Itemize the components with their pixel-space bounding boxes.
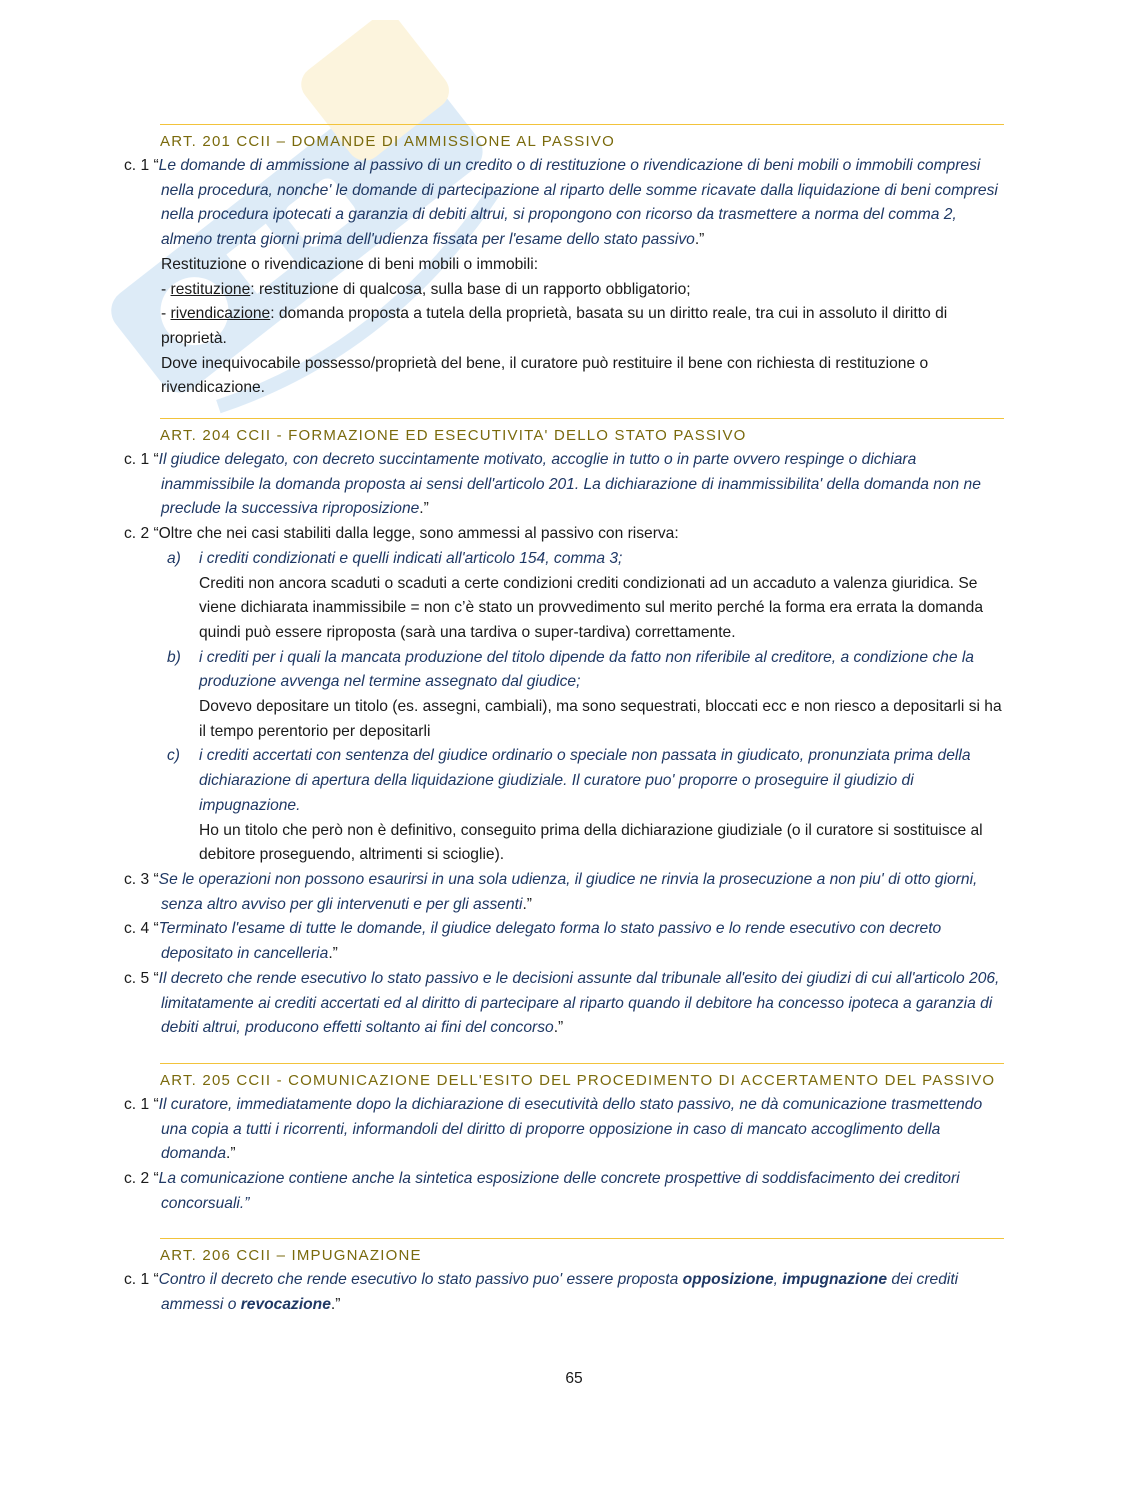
- art204-comma-4: c. 4 “Terminato l'esame di tutte le domande, il giudice delegato forma lo stato passivo e lo rende esecutivo con decreto depositato in cancelleria.”: [124, 920, 942, 963]
- art201-note-intro: Restituzione o rivendicazione di beni mobili o immobili:: [161, 255, 539, 273]
- list-item-a-note: Crediti non ancora scaduti o scaduti a certe condizioni crediti condizionati ad un accaduto a valenza giuridica. Se viene dichiarata inammissibile = non c’è stato un provvedimento sul merito perché la forma era errata la domanda quindi può essere riproposta (sarà una tardiva o super-tardiva) correttamente.: [199, 574, 983, 641]
- art204-comma-3: c. 3 “Se le operazioni non possono esaurirsi in una sola udienza, il giudice ne rinvia la prosecuzione a non piu' di otto giorni, senza altro avviso per gli intervenuti e per gli assenti.”: [124, 870, 978, 913]
- list-item-b-note: Dovevo depositare un titolo (es. assegni, cambiali), ma sono sequestrati, bloccati ecc e non riesco a depositarli si ha il tempo perentorio per depositarli: [199, 698, 1002, 740]
- heading-art-201: ART. 201 CCII – DOMANDE DI AMMISSIONE AL PASSIVO: [160, 124, 1004, 154]
- document-page: [124, 124, 1004, 1318]
- art201-note-end: Dove inequivocabile possesso/proprietà del bene, il curatore può restituire il bene con richiesta di restituzione o rivendicazione.: [161, 354, 929, 397]
- art201-note-rivendicazione: - rivendicazione: domanda proposta a tutela della proprietà, basata su un diritto reale, tra cui in assoluto il diritto di proprietà.: [161, 305, 948, 347]
- art204-comma-5: c. 5 “Il decreto che rende esecutivo lo stato passivo e le decisioni assunte dal tribunale all'esito dei giudizi di cui all'articolo 206, limitatamente ai crediti accertati ed al diritto di partecipare al riparto quando il debitore ha concesso ipoteca a garanzia di debiti altrui, producono effetti soltanto ai fini del concorso.”: [124, 969, 1000, 1037]
- list-item-b: b) i crediti per i quali la mancata produzione del titolo dipende da fatto non riferibile al creditore, a condizione che la produzione avvenga nel termine assegnato dal giudice;: [167, 648, 974, 691]
- art206-comma-1: c. 1 “Contro il decreto che rende esecutivo lo stato passivo puo' essere proposta opposizione, impugnazione dei crediti ammessi o revocazione.”: [124, 1271, 959, 1314]
- list-item-c-note: Ho un titolo che però non è definitivo, conseguito prima della dichiarazione giudiziale (o il curatore si sostituisce al debitore proseguendo, altrimenti si scioglie).: [199, 821, 983, 864]
- art205-comma-2: c. 2 “La comunicazione contiene anche la sintetica esposizione delle concrete prospettive di soddisfacimento dei creditori concorsuali.”: [124, 1170, 960, 1212]
- page-number: 65: [565, 1370, 583, 1387]
- heading-art-204: ART. 204 CCII - FORMAZIONE ED ESECUTIVITA' DELLO STATO PASSIVO: [160, 418, 1004, 448]
- art204-comma-2: c. 2 “Oltre che nei casi stabiliti dalla legge, sono ammessi al passivo con riserva:: [124, 525, 679, 543]
- art201-note-restituzione: - restituzione: restituzione di qualcosa, sulla base di un rapporto obbligatorio;: [161, 280, 691, 298]
- art205-comma-1: c. 1 “Il curatore, immediatamente dopo la dichiarazione di esecutività dello stato passivo, ne dà comunicazione trasmettendo una copia a tutti i ricorrenti, informandoli del diritto di proporre opposizione in caso di mancato accoglimento della domanda.”: [124, 1095, 983, 1163]
- heading-art-205: ART. 205 CCII - COMUNICAZIONE DELL'ESITO DEL PROCEDIMENTO DI ACCERTAMENTO DEL PASSIVO: [160, 1063, 1004, 1093]
- list-item-c: c) i crediti accertati con sentenza del giudice ordinario o speciale non passata in giudicato, pronunziata prima della dichiarazione di apertura della liquidazione giudiziale. Il curatore puo' proporre o proseguire il giudizio di impugnazione.: [167, 747, 971, 814]
- art201-comma-1: c. 1 “Le domande di ammissione al passivo di un credito o di restituzione o rivendicazione di beni mobili o immobili compresi nella procedura, nonche' le domande di partecipazione al riparto delle somme ricavate dalla liquidazione di beni compresi nella procedura ipotecati a garanzia di debiti altrui, si propongono con ricorso da trasmettere a norma del comma 2, almeno trenta giorni prima dell'udienza fissata per l'esame dello stato passivo.”: [124, 157, 998, 249]
- art204-comma-1: c. 1 “Il giudice delegato, con decreto succintamente motivato, accoglie in tutto o in parte ovvero respinge o dichiara inammissibile la domanda proposta ai sensi dell'articolo 201. La dichiarazione di inammissibilita' della domanda non ne preclude la successiva riproposizione.”: [124, 451, 981, 518]
- list-item-a: a) i crediti condizionati e quelli indicati all'articolo 154, comma 3;: [167, 549, 623, 567]
- heading-art-206: ART. 206 CCII – IMPUGNAZIONE: [160, 1238, 1004, 1268]
